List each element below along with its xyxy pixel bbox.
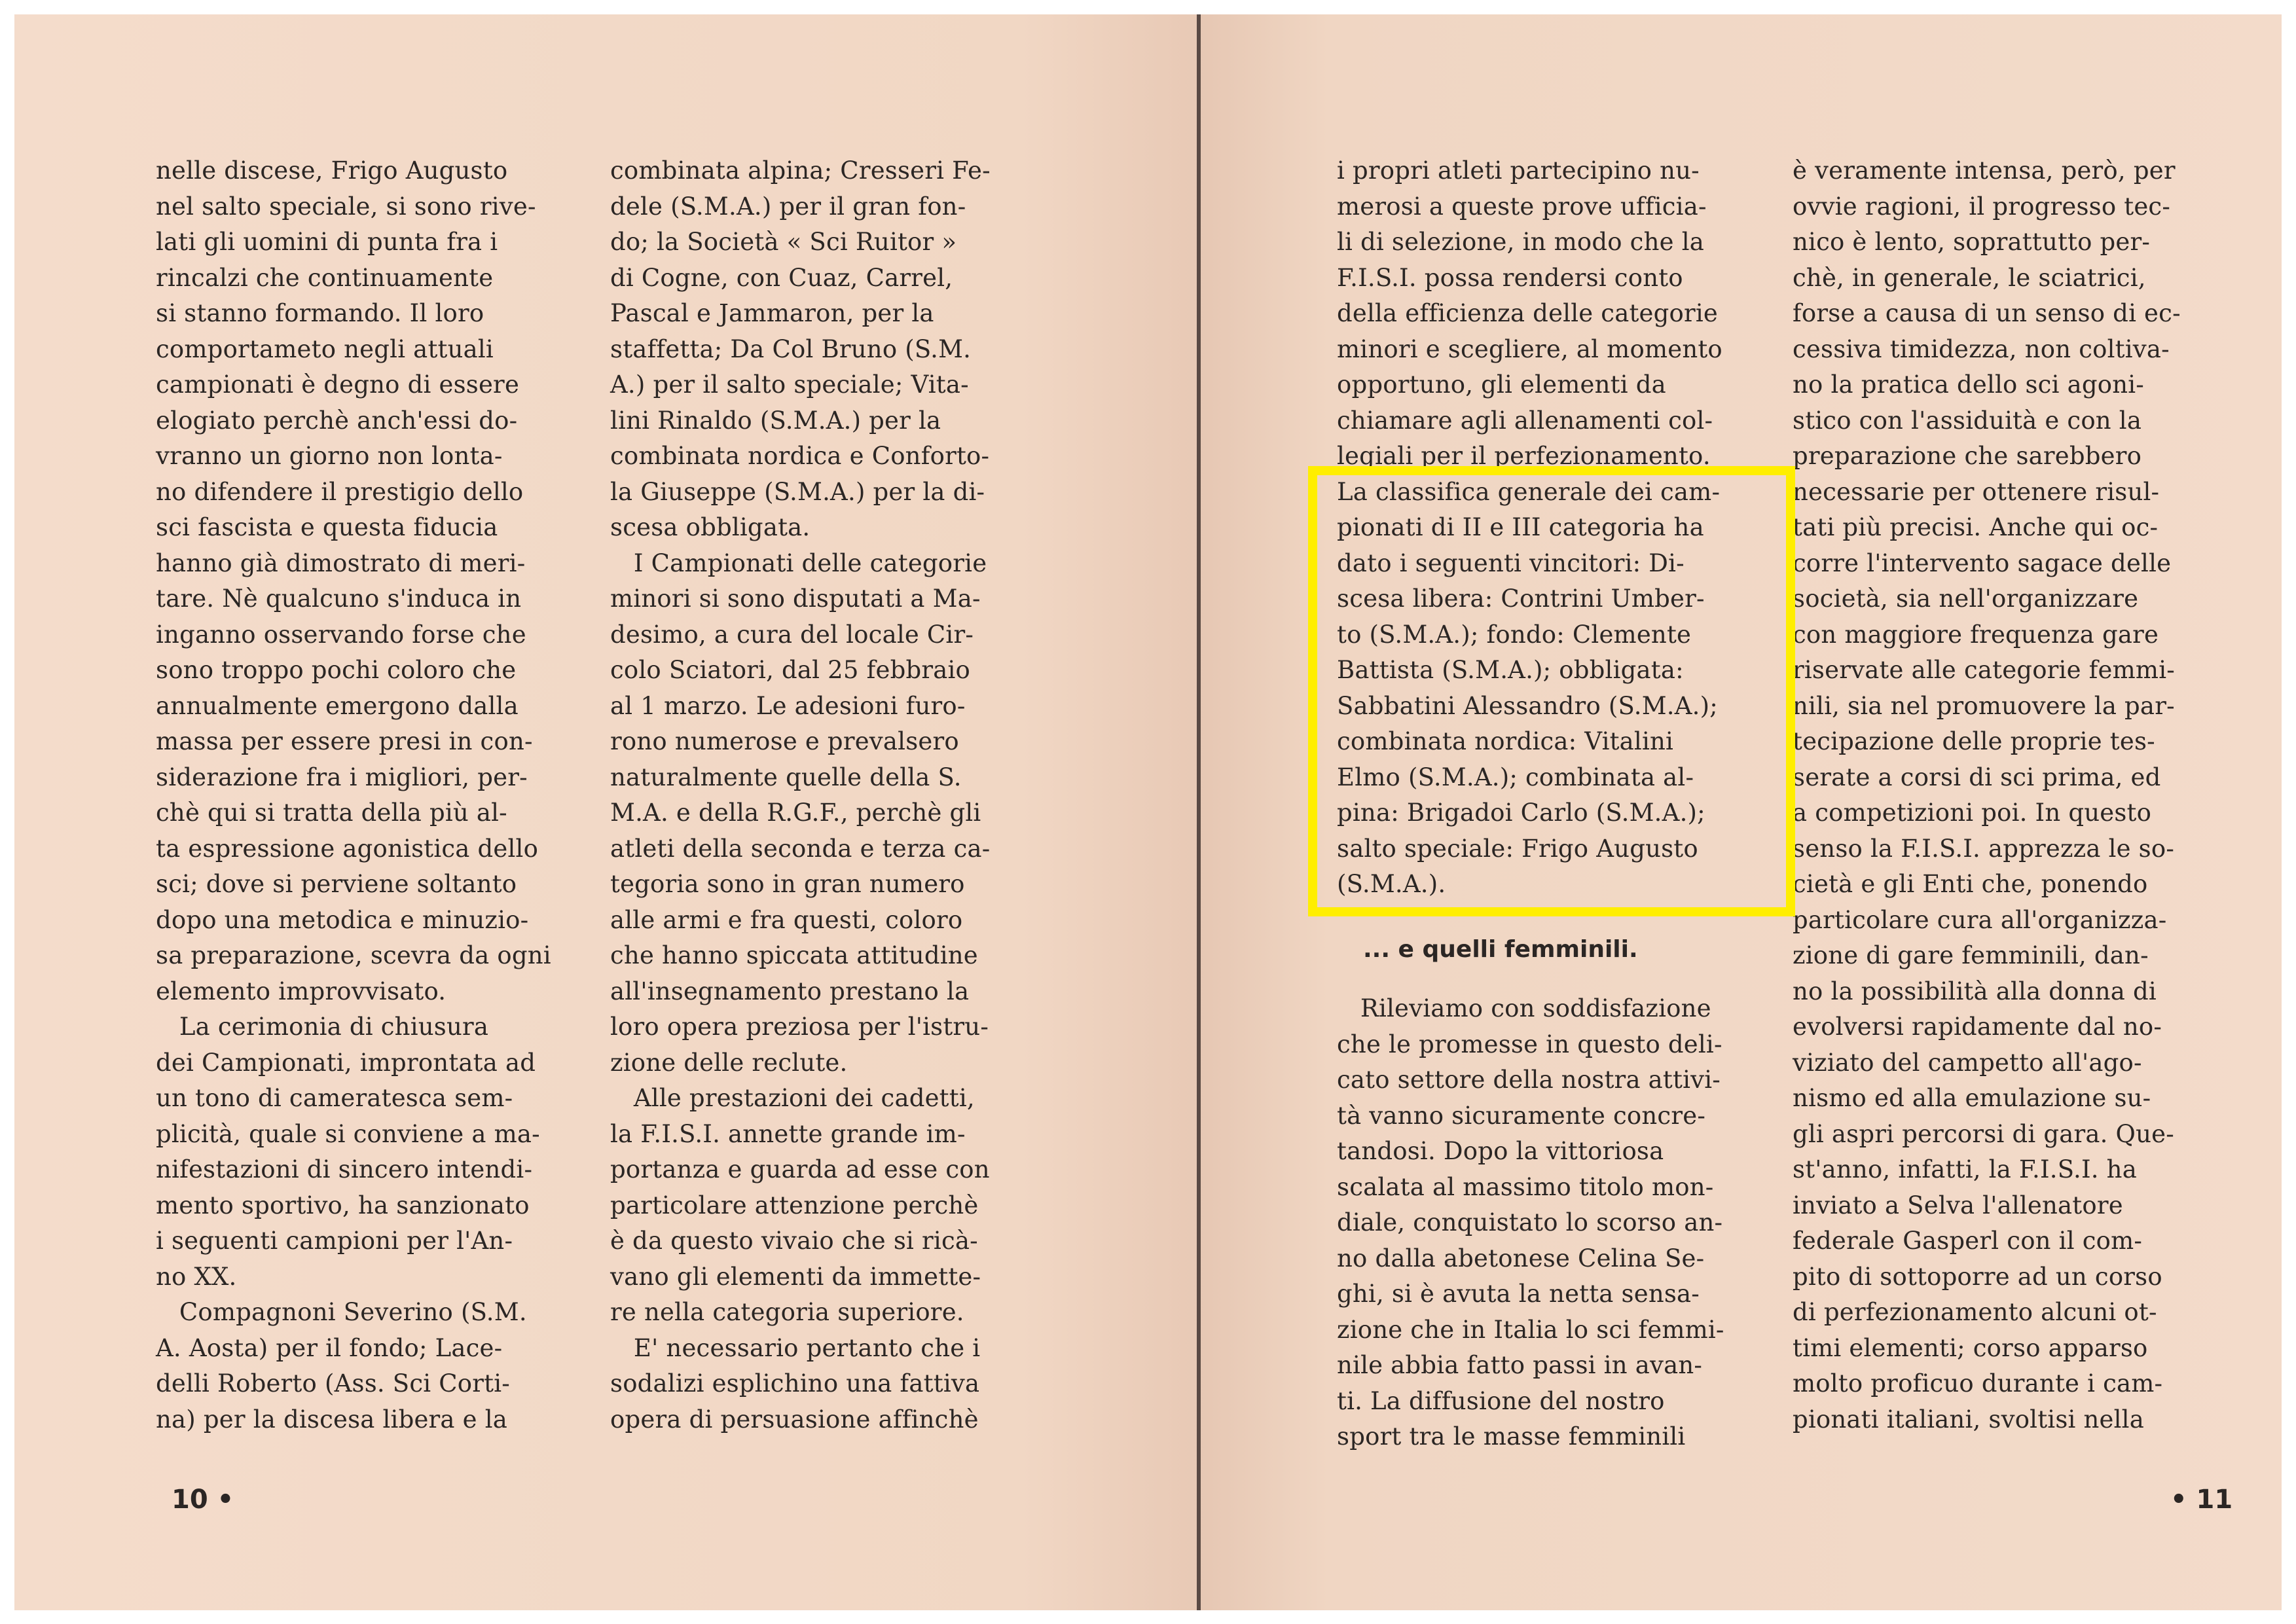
text-line: è da questo vivaio che si ricà- xyxy=(610,1227,978,1255)
text-line: che hanno spiccata attitudine xyxy=(610,941,978,969)
text-line: inviato a Selva l'allenatore xyxy=(1793,1191,2123,1219)
text-line: sci fascista e questa fiducia xyxy=(156,513,498,541)
text-line: cato settore della nostra attivi- xyxy=(1337,1066,1721,1094)
text-line: campionati è degno di essere xyxy=(156,370,520,399)
text-line: evolversi rapidamente dal no- xyxy=(1793,1013,2162,1041)
text-line: E' necessario pertanto che i xyxy=(610,1333,981,1362)
text-line: loro opera preziosa per l'istru- xyxy=(610,1013,989,1041)
text-line: no la possibilità alla donna di xyxy=(1793,977,2157,1005)
text-line: al 1 marzo. Le adesioni furo- xyxy=(610,691,966,720)
text-line: molto proficuo durante i cam- xyxy=(1793,1369,2163,1398)
text-line: nico è lento, soprattutto per- xyxy=(1793,228,2151,256)
text-line: Sabbatini Alessandro (S.M.A.); xyxy=(1337,691,1718,720)
text-line: M.A. e della R.G.F., perchè gli xyxy=(610,799,981,827)
text-line: legiali per il perfezionamento. xyxy=(1337,442,1711,470)
text-line: rono numerose e prevalsero xyxy=(610,727,959,755)
text-line: all'insegnamento prestano la xyxy=(610,977,970,1005)
text-line: I Campionati delle categorie xyxy=(610,549,987,577)
text-line: lati gli uomini di punta fra i xyxy=(156,228,498,256)
text-line: della efficienza delle categorie xyxy=(1337,299,1719,327)
text-line: vano gli elementi da immette- xyxy=(610,1262,981,1291)
text-line: ti. La diffusione del nostro xyxy=(1337,1386,1665,1415)
text-line: ghi, si è avuta la netta sensa- xyxy=(1337,1280,1700,1308)
text-line: forse a causa di un senso di ec- xyxy=(1793,299,2181,327)
text-line: tà vanno sicuramente concre- xyxy=(1337,1101,1706,1130)
text-line: minori e scegliere, al momento xyxy=(1337,334,1722,363)
text-line: sodalizi esplichino una fattiva xyxy=(610,1369,980,1398)
text-line: zione che in Italia lo sci femmi- xyxy=(1337,1315,1724,1344)
text-line: nile abbia fatto passi in avan- xyxy=(1337,1351,1703,1379)
page-number-left: 10 • xyxy=(172,1485,234,1515)
text-line: gli aspri percorsi di gara. Que- xyxy=(1793,1119,2174,1148)
text-line: nili, sia nel promuovere la par- xyxy=(1793,691,2175,720)
text-line: minori si sono disputati a Ma- xyxy=(610,585,981,613)
text-line: plicità, quale si conviene a ma- xyxy=(156,1119,540,1148)
text-line: nel salto speciale, si sono rive- xyxy=(156,192,536,221)
text-line: la F.I.S.I. annette grande im- xyxy=(610,1119,966,1148)
text-line: pionati di II e III categoria ha xyxy=(1337,513,1704,541)
text-line: di perfezionamento alcuni ot- xyxy=(1793,1298,2157,1326)
text-line: dato i seguenti vincitori: Di- xyxy=(1337,549,1685,577)
text-line: A. Aosta) per il fondo; Lace- xyxy=(156,1333,503,1362)
text-line: combinata alpina; Cresseri Fe- xyxy=(610,156,991,185)
text-line: tegoria sono in gran numero xyxy=(610,870,965,898)
text-line: sport tra le masse femminili xyxy=(1337,1422,1686,1451)
text-line: naturalmente quelle della S. xyxy=(610,763,962,791)
text-line: stico con l'assiduità e con la xyxy=(1793,406,2142,435)
text-line: Battista (S.M.A.); obbligata: xyxy=(1337,656,1684,684)
text-line: no dalla abetonese Celina Se- xyxy=(1337,1244,1705,1272)
text-line: tare. Nè qualcuno s'induca in xyxy=(156,585,522,613)
text-line: salto speciale: Frigo Augusto xyxy=(1337,834,1698,863)
text-line: pina: Brigadoi Carlo (S.M.A.); xyxy=(1337,799,1705,827)
text-line: hanno già dimostrato di meri- xyxy=(156,549,526,577)
text-line: che le promesse in questo deli- xyxy=(1337,1030,1722,1058)
text-line: ovvie ragioni, il progresso tec- xyxy=(1793,192,2171,221)
text-line: è veramente intensa, però, per xyxy=(1793,156,2176,185)
text-line: sono troppo pochi coloro che xyxy=(156,656,517,684)
page-number-right: • 11 xyxy=(2170,1485,2233,1515)
text-line: (S.M.A.). xyxy=(1337,870,1446,898)
text-line: Alle prestazioni dei cadetti, xyxy=(610,1084,975,1112)
text-line: scalata al massimo titolo mon- xyxy=(1337,1172,1714,1201)
text-line: st'anno, infatti, la F.I.S.I. ha xyxy=(1793,1155,2137,1183)
text-line: Compagnoni Severino (S.M. xyxy=(156,1298,527,1326)
text-line: combinata nordica e Conforto- xyxy=(610,442,990,470)
text-line: A.) per il salto speciale; Vita- xyxy=(610,370,969,399)
section-heading: ... e quelli femminili. xyxy=(1363,936,1638,963)
text-line: corre l'intervento sagace delle xyxy=(1793,549,2172,577)
text-line: diale, conquistato lo scorso an- xyxy=(1337,1208,1723,1236)
text-line: preparazione che sarebbero xyxy=(1793,442,2142,470)
text-line: un tono di cameratesca sem- xyxy=(156,1084,513,1112)
text-line: no difendere il prestigio dello xyxy=(156,477,524,506)
text-line: ta espressione agonistica dello xyxy=(156,834,539,863)
text-line: inganno osservando forse che xyxy=(156,620,526,649)
text-line: La cerimonia di chiusura xyxy=(156,1013,489,1041)
text-line: comportameto negli attuali xyxy=(156,334,494,363)
text-line: tati più precisi. Anche qui oc- xyxy=(1793,513,2159,541)
text-line: zione di gare femminili, dan- xyxy=(1793,941,2149,969)
text-line: dei Campionati, improntata ad xyxy=(156,1048,536,1077)
text-line: do; la Società « Sci Ruitor » xyxy=(610,228,957,256)
text-line: Rileviamo con soddisfazione xyxy=(1337,994,1711,1022)
left-column-1 xyxy=(156,153,551,1437)
text-line: to (S.M.A.); fondo: Clemente xyxy=(1337,620,1692,649)
text-line: sci; dove si perviene soltanto xyxy=(156,870,517,898)
text-line: riservate alle categorie femmi- xyxy=(1793,656,2175,684)
text-line: no XX. xyxy=(156,1262,237,1291)
text-line: particolare cura all'organizza- xyxy=(1793,905,2167,934)
left-column-2 xyxy=(610,153,991,1437)
text-line: mento sportivo, ha sanzionato xyxy=(156,1191,530,1219)
text-line: lini Rinaldo (S.M.A.) per la xyxy=(610,406,941,435)
text-line: cietà e gli Enti che, ponendo xyxy=(1793,870,2148,898)
text-line: con maggiore frequenza gare xyxy=(1793,620,2159,649)
text-line: colo Sciatori, dal 25 febbraio xyxy=(610,656,971,684)
text-line: federale Gasperl con il com- xyxy=(1793,1227,2143,1255)
text-line: li di selezione, in modo che la xyxy=(1337,228,1704,256)
text-line: dele (S.M.A.) per il gran fon- xyxy=(610,192,966,221)
text-line: elogiato perchè anch'essi do- xyxy=(156,406,518,435)
text-line: vranno un giorno non lonta- xyxy=(156,442,503,470)
text-line: na) per la discesa libera e la xyxy=(156,1405,508,1434)
text-line: a competizioni poi. In questo xyxy=(1793,799,2152,827)
text-line: serate a corsi di sci prima, ed xyxy=(1793,763,2161,791)
text-line: scesa obbligata. xyxy=(610,513,811,541)
text-line: sa preparazione, scevra da ogni xyxy=(156,941,551,969)
text-line: delli Roberto (Ass. Sci Corti- xyxy=(156,1369,510,1398)
right-column-2 xyxy=(1793,153,2181,1437)
text-line: massa per essere presi in con- xyxy=(156,727,533,755)
text-line: di Cogne, con Cuaz, Carrel, xyxy=(610,263,953,292)
text-line: combinata nordica: Vitalini xyxy=(1337,727,1674,755)
text-line: società, sia nell'organizzare xyxy=(1793,585,2139,613)
text-line: alle armi e fra questi, coloro xyxy=(610,905,963,934)
text-line: rincalzi che continuamente xyxy=(156,263,494,292)
text-line: si stanno formando. Il loro xyxy=(156,299,484,327)
text-line: necessarie per ottenere risul- xyxy=(1793,477,2160,506)
text-line: timi elementi; corso apparso xyxy=(1793,1333,2148,1362)
text-line: chè qui si tratta della più al- xyxy=(156,799,507,827)
text-line: dopo una metodica e minuzio- xyxy=(156,905,529,934)
text-line: Elmo (S.M.A.); combinata al- xyxy=(1337,763,1694,791)
text-line: no la pratica dello sci agoni- xyxy=(1793,370,2144,399)
text-line: annualmente emergono dalla xyxy=(156,691,519,720)
text-line: tecipazione delle proprie tes- xyxy=(1793,727,2155,755)
text-line: nelle discese, Frigo Augusto xyxy=(156,156,508,185)
text-line: scesa libera: Contrini Umber- xyxy=(1337,585,1705,613)
text-line: Pascal e Jammaron, per la xyxy=(610,299,934,327)
text-line: i seguenti campioni per l'An- xyxy=(156,1227,513,1255)
text-line: portanza e guarda ad esse con xyxy=(610,1155,990,1183)
highlight-box xyxy=(1308,466,1795,916)
text-line: elemento improvvisato. xyxy=(156,977,446,1005)
text-line: nismo ed alla emulazione su- xyxy=(1793,1084,2151,1112)
text-line: i propri atleti partecipino nu- xyxy=(1337,156,1700,185)
text-line: cessiva timidezza, non coltiva- xyxy=(1793,334,2170,363)
text-line: la Giuseppe (S.M.A.) per la di- xyxy=(610,477,985,506)
text-line: opportuno, gli elementi da xyxy=(1337,370,1666,399)
text-line: siderazione fra i migliori, per- xyxy=(156,763,528,791)
text-line: particolare attenzione perchè xyxy=(610,1191,979,1219)
text-line: atleti della seconda e terza ca- xyxy=(610,834,991,863)
text-line: staffetta; Da Col Bruno (S.M. xyxy=(610,334,972,363)
text-line: re nella categoria superiore. xyxy=(610,1298,964,1326)
text-line: F.I.S.I. possa rendersi conto xyxy=(1337,263,1683,292)
text-line: desimo, a cura del locale Cir- xyxy=(610,620,974,649)
text-line: merosi a queste prove ufficia- xyxy=(1337,192,1707,221)
text-line: viziato del campetto all'ago- xyxy=(1793,1048,2142,1077)
book-gutter xyxy=(1197,14,1201,1610)
right-column-1-bottom xyxy=(1337,991,1724,1455)
text-line: La classifica generale dei cam- xyxy=(1337,477,1721,506)
text-line: chè, in generale, le sciatrici, xyxy=(1793,263,2146,292)
text-line: zione delle reclute. xyxy=(610,1048,848,1077)
text-line: senso la F.I.S.I. apprezza le so- xyxy=(1793,834,2175,863)
text-line: nifestazioni di sincero intendi- xyxy=(156,1155,533,1183)
text-line: tandosi. Dopo la vittoriosa xyxy=(1337,1137,1664,1165)
text-line: pionati italiani, svoltisi nella xyxy=(1793,1405,2144,1434)
text-line: opera di persuasione affinchè xyxy=(610,1405,979,1434)
text-line: pito di sottoporre ad un corso xyxy=(1793,1262,2162,1291)
text-line: chiamare agli allenamenti col- xyxy=(1337,406,1713,435)
